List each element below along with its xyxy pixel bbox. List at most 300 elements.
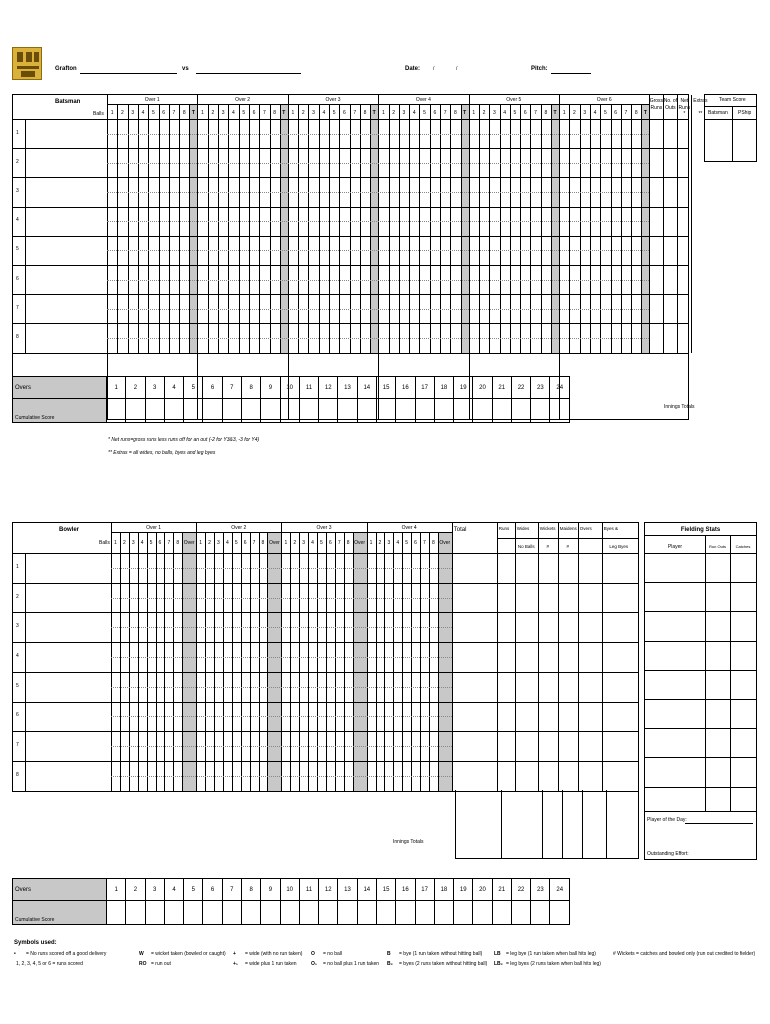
date-separator: / <box>456 66 458 72</box>
over-total-label: T <box>463 110 467 116</box>
ball-number: 1 <box>199 540 203 546</box>
ball-number: 6 <box>523 110 527 116</box>
cumulative-score-cell[interactable] <box>531 901 550 925</box>
symbol-description: = leg bye (1 run taken when ball hits leg) <box>506 951 596 957</box>
over-number-cell: 2 <box>126 879 145 901</box>
ball-number: 5 <box>320 540 323 546</box>
bowling-over-header: Over 4 <box>401 525 417 531</box>
over-total-label: T <box>191 110 195 116</box>
cumulative-score-cell[interactable] <box>319 901 338 925</box>
batting-over-header: Over 4 <box>415 97 431 103</box>
cumulative-score-cell[interactable] <box>107 901 126 925</box>
batsman-row-number: 6 <box>16 275 19 282</box>
over-total-label: T <box>372 110 376 116</box>
symbol-description: 1, 2, 3, 4, 5 or 6 = runs scored <box>16 961 83 967</box>
ball-number: 4 <box>593 110 597 116</box>
ball-number: 8 <box>261 540 265 546</box>
ball-number: 7 <box>534 110 537 116</box>
cumulative-score-cell[interactable] <box>319 399 338 423</box>
over-number-cell: 5 <box>184 879 203 901</box>
batsman-name-cell[interactable] <box>25 323 107 352</box>
bowler-row-number: 2 <box>16 593 19 600</box>
cumulative-score-cell[interactable] <box>126 901 145 925</box>
player-of-day-label: Player of the Day: <box>647 817 687 823</box>
ball-number: 1 <box>284 540 288 546</box>
bowler-name-cell[interactable] <box>25 553 111 583</box>
over-col-label: Over <box>439 540 451 546</box>
over-number-cell: 8 <box>241 377 260 399</box>
over-number-cell: 19 <box>454 879 473 901</box>
home-team-line[interactable] <box>80 73 177 74</box>
over-col-label: Over <box>354 540 366 546</box>
batting-over-header: Over 1 <box>144 97 160 103</box>
pitch-label: Pitch: <box>531 66 548 72</box>
maidens-hash: # <box>566 544 570 549</box>
over-number-cell: 6 <box>203 879 222 901</box>
cumulative-score-cell[interactable] <box>357 901 376 925</box>
no-balls-header: No Balls <box>517 544 535 549</box>
cumulative-score-cell[interactable] <box>241 901 260 925</box>
symbol-glyph: • <box>14 951 16 957</box>
over-total-label: T <box>282 110 286 116</box>
team-score-title: Team Score <box>719 97 746 103</box>
cumulative-score-cell[interactable] <box>415 901 434 925</box>
gross-runs-header: Gross Runs <box>649 98 664 111</box>
batsman-name-cell[interactable] <box>25 265 107 294</box>
symbol-legend-item <box>387 962 487 967</box>
bowling-over-header: Over 3 <box>316 525 332 531</box>
symbol-description: = bye (1 run taken without hitting ball) <box>399 951 483 957</box>
bowling-scorecard <box>12 522 639 792</box>
date-label: Date: <box>405 66 421 72</box>
ball-number: 8 <box>634 110 638 116</box>
batsman-row-number: 1 <box>16 129 19 136</box>
ball-number: 3 <box>131 540 135 546</box>
fielder-name-cell[interactable] <box>645 641 705 670</box>
fielder-name-cell[interactable] <box>645 582 705 611</box>
symbol-glyph: RO <box>139 961 147 967</box>
ball-number: 8 <box>176 540 180 546</box>
cumulative-score-cell[interactable] <box>396 901 415 925</box>
ball-number: 1 <box>369 540 373 546</box>
symbol-legend-item <box>14 962 83 967</box>
team-score-batsman: Batsman <box>708 110 728 116</box>
cumulative-score-cell[interactable] <box>203 901 222 925</box>
batsman-row-number: 5 <box>16 246 19 253</box>
cumulative-score-cell[interactable] <box>222 901 241 925</box>
batting-over-header: Over 3 <box>325 97 341 103</box>
ball-number: 2 <box>211 110 215 116</box>
batsman-row-number: 2 <box>16 158 19 165</box>
cumulative-score-cell[interactable] <box>531 399 550 423</box>
over-number-cell: 9 <box>261 377 280 399</box>
over-number-cell: 16 <box>396 377 415 399</box>
cumulative-score-cell[interactable] <box>299 399 318 423</box>
symbol-legend-item <box>233 962 297 967</box>
run-outs-header: Run Outs <box>709 544 726 549</box>
batsman-row-number: 4 <box>16 217 19 224</box>
batsman-name-cell[interactable] <box>25 119 107 148</box>
ball-number: 4 <box>396 540 400 546</box>
maidens-header: Maidens <box>559 526 577 531</box>
cumulative-score-cell[interactable] <box>145 901 164 925</box>
ball-number: 2 <box>208 540 211 546</box>
over-number-cell: 17 <box>415 879 434 901</box>
ball-number: 4 <box>311 540 314 546</box>
bowling-over-column <box>267 532 281 791</box>
cumulative-score-label: Cumulative Score <box>13 399 107 423</box>
over-total-column <box>370 104 378 353</box>
symbol-glyph: O₁ <box>311 961 317 967</box>
cumulative-score-cell[interactable] <box>184 901 203 925</box>
symbol-description: # Wickets = catches and bowled only (run out credited to fielder) <box>613 951 756 957</box>
bowler-name-cell[interactable] <box>25 612 111 642</box>
over-number-cell: 21 <box>492 879 511 901</box>
bowler-row-number: 3 <box>16 623 19 630</box>
symbol-description: = leg byes (2 runs taken when ball hits leg) <box>506 961 601 967</box>
symbol-glyph: W <box>139 951 144 957</box>
batsman-label: Batsman <box>55 99 81 105</box>
cumulative-score-cell[interactable] <box>280 901 299 925</box>
club-logo <box>12 47 42 80</box>
cumulative-score-cell[interactable] <box>203 399 222 423</box>
bowler-row-number: 1 <box>16 563 19 570</box>
symbol-legend-item <box>311 962 379 967</box>
symbol-description: = no ball plus 1 run taken <box>323 961 380 967</box>
over-total-column <box>461 104 469 353</box>
over-number-cell: 1 <box>107 879 126 901</box>
ball-number: 1 <box>110 110 114 116</box>
ball-number: 2 <box>293 540 297 546</box>
over-number-cell: 13 <box>338 879 357 901</box>
ball-number: 6 <box>328 540 332 546</box>
symbols-legend <box>14 940 764 980</box>
ball-number: 7 <box>337 540 341 546</box>
ball-number: 5 <box>242 110 246 116</box>
cumulative-score-cell[interactable] <box>454 901 473 925</box>
symbols-title: Symbols used: <box>14 940 57 946</box>
over-number-cell: 18 <box>434 879 453 901</box>
bowling-over-column <box>182 532 196 791</box>
batting-innings-totals: Innings Totals <box>664 404 695 410</box>
cumulative-score-cell[interactable] <box>434 901 453 925</box>
bowling-innings-totals: Innings Totals <box>393 839 424 845</box>
over-number-cell: 3 <box>145 879 164 901</box>
symbol-legend-item <box>494 952 596 957</box>
ball-number: 2 <box>392 110 396 116</box>
over-number-cell: 16 <box>396 879 415 901</box>
ball-number: 1 <box>381 110 385 116</box>
ball-number: 4 <box>232 110 235 116</box>
ball-number: 6 <box>252 110 256 116</box>
over-number-cell: 15 <box>376 377 395 399</box>
ball-number: 3 <box>221 110 225 116</box>
cumulative-score-cell[interactable] <box>415 399 434 423</box>
ball-number: 8 <box>273 110 277 116</box>
ball-number: 5 <box>513 110 517 116</box>
symbol-description: = wide plus 1 run taken <box>245 961 297 967</box>
bowler-row-number: 7 <box>16 742 19 749</box>
over-number-cell: 7 <box>222 879 241 901</box>
over-number-cell: 7 <box>222 377 241 399</box>
over-number-cell: 1 <box>107 377 126 399</box>
over-number-cell: 18 <box>434 377 453 399</box>
cumulative-score-cell[interactable] <box>473 399 492 423</box>
symbol-glyph: LB₂ <box>494 961 503 967</box>
over-number-cell: 23 <box>531 879 550 901</box>
ball-number: 4 <box>140 540 144 546</box>
ball-number: 6 <box>162 110 166 116</box>
bowling-over-header: Over 2 <box>231 525 247 531</box>
cumulative-score-cell[interactable] <box>454 399 473 423</box>
symbol-description: = No runs scored off a good delivery <box>26 951 107 957</box>
bowling-total-header: Total <box>453 527 467 533</box>
batsman-name-cell[interactable] <box>25 294 107 323</box>
over-number-cell: 11 <box>299 879 318 901</box>
symbol-glyph: + <box>233 951 236 957</box>
over-number-cell: 13 <box>338 377 357 399</box>
ball-number: 5 <box>151 110 155 116</box>
ball-number: 7 <box>423 540 426 546</box>
ball-number: 2 <box>573 110 576 116</box>
ball-number: 7 <box>172 110 176 116</box>
over-number-cell: 19 <box>454 377 473 399</box>
ball-number: 5 <box>332 110 336 116</box>
over-col-label: Over <box>183 540 195 546</box>
symbol-legend-item <box>233 952 302 957</box>
fielder-name-cell[interactable] <box>645 553 705 582</box>
symbol-legend-item <box>139 962 171 967</box>
over-number-cell: 10 <box>280 879 299 901</box>
ball-number: 3 <box>217 540 220 546</box>
over-number-cell: 17 <box>415 377 434 399</box>
cumulative-score-cell[interactable] <box>357 399 376 423</box>
team-score-pship: PShip <box>738 110 752 116</box>
ball-number: 5 <box>149 540 153 546</box>
cumulative-score-cell[interactable] <box>550 901 570 925</box>
cumulative-score-cell[interactable] <box>492 399 511 423</box>
symbol-glyph: B₂ <box>387 961 393 967</box>
cumulative-score-cell[interactable] <box>261 399 280 423</box>
cumulative-score-cell[interactable] <box>107 399 126 423</box>
fielder-name-cell[interactable] <box>645 757 705 786</box>
cumulative-score-cell[interactable] <box>434 399 453 423</box>
batting-overs-table <box>12 376 570 422</box>
bowler-name-cell[interactable] <box>25 702 111 732</box>
balls-label: Balls <box>93 111 104 117</box>
batsman-name-cell[interactable] <box>25 207 107 236</box>
over-number-cell: 20 <box>473 879 492 901</box>
symbol-glyph: +₁ <box>233 961 238 967</box>
symbol-description: = no ball <box>323 951 343 957</box>
cumulative-score-cell[interactable] <box>164 399 183 423</box>
bowler-name-cell[interactable] <box>25 583 111 613</box>
batting-scorecard <box>12 94 708 420</box>
over-total-column <box>551 104 559 353</box>
player-header: Player <box>667 544 683 550</box>
symbol-legend-item <box>311 952 342 957</box>
ball-number: 6 <box>614 110 618 116</box>
batsman-name-cell[interactable] <box>25 148 107 177</box>
over-total-column <box>280 104 288 353</box>
bowler-row-number: 4 <box>16 652 19 659</box>
over-number-cell: 6 <box>203 377 222 399</box>
cumulative-score-cell[interactable] <box>376 399 395 423</box>
extras-header: Extras <box>693 98 708 104</box>
over-total-column <box>189 104 197 353</box>
cumulative-score-cell[interactable] <box>396 399 415 423</box>
ball-number: 4 <box>322 110 326 116</box>
over-col-label: Over <box>268 540 280 546</box>
symbol-glyph: LB <box>494 951 501 957</box>
ball-number: 3 <box>312 110 315 116</box>
ball-number: 8 <box>363 110 367 116</box>
ball-number: 7 <box>624 110 628 116</box>
bowler-name-cell[interactable] <box>25 761 111 791</box>
symbol-legend-item <box>611 952 755 957</box>
opponent-line[interactable] <box>196 73 301 74</box>
batting-over-header: Over 5 <box>506 97 522 103</box>
leg-byes-header: Leg Byes <box>609 544 629 549</box>
ball-number: 2 <box>482 110 486 116</box>
player-of-day-line[interactable] <box>685 823 753 824</box>
symbol-glyph: B <box>387 951 391 957</box>
cumulative-score-cell[interactable] <box>550 399 570 423</box>
cumulative-score-cell[interactable] <box>511 901 530 925</box>
wickets-header: Wickets <box>539 526 556 531</box>
over-number-cell: 9 <box>261 879 280 901</box>
ball-number: 2 <box>301 110 305 116</box>
cumulative-score-cell[interactable] <box>164 901 183 925</box>
fielder-name-cell[interactable] <box>645 699 705 728</box>
overs-header: Overs <box>579 526 592 531</box>
ball-number: 6 <box>433 110 437 116</box>
cumulative-score-cell[interactable] <box>492 901 511 925</box>
bowler-row-number: 8 <box>16 771 19 778</box>
fielder-name-cell[interactable] <box>645 670 705 699</box>
ball-number: 4 <box>141 110 145 116</box>
cumulative-score-cell[interactable] <box>473 901 492 925</box>
over-number-cell: 22 <box>511 377 530 399</box>
ball-number: 2 <box>378 540 382 546</box>
cumulative-score-cell[interactable] <box>145 399 164 423</box>
over-number-cell: 3 <box>145 377 164 399</box>
runs-header: Runs <box>498 526 510 531</box>
cumulative-score-cell[interactable] <box>338 399 357 423</box>
cumulative-score-cell[interactable] <box>222 399 241 423</box>
cumulative-score-label: Cumulative Score <box>13 901 107 925</box>
pitch-line[interactable] <box>551 73 591 74</box>
cumulative-score-cell[interactable] <box>299 901 318 925</box>
fielding-stats-title: Fielding Stats <box>680 527 721 533</box>
ball-number: 1 <box>114 540 117 546</box>
ball-number: 8 <box>346 540 350 546</box>
over-number-cell: 21 <box>492 377 511 399</box>
symbol-legend-item <box>387 952 482 957</box>
over-number-cell: 14 <box>357 377 376 399</box>
cumulative-score-cell[interactable] <box>261 901 280 925</box>
ball-number: 7 <box>252 540 256 546</box>
cumulative-score-cell[interactable] <box>241 399 260 423</box>
bowling-overs-table <box>12 878 570 924</box>
over-total-label: T <box>553 110 557 116</box>
bowler-name-cell[interactable] <box>25 642 111 672</box>
ball-number: 8 <box>431 540 435 546</box>
byes-header: Byes & <box>603 526 619 531</box>
ball-number: 5 <box>603 110 607 116</box>
fielder-name-cell[interactable] <box>645 611 705 640</box>
batsman-name-cell[interactable] <box>25 177 107 206</box>
symbol-description: = run out <box>151 961 171 967</box>
no-of-outs-header: No. of Outs <box>663 98 678 111</box>
team-score-box <box>704 94 757 162</box>
ball-number: 3 <box>131 110 135 116</box>
over-number-cell: 4 <box>164 377 183 399</box>
batsman-row-number: 7 <box>16 304 19 311</box>
bowling-over-header: Over 1 <box>146 525 162 531</box>
over-number-cell: 14 <box>357 879 376 901</box>
bowling-over-column <box>353 532 367 791</box>
home-team-name: Grafton <box>55 66 77 72</box>
over-total-column <box>641 104 649 353</box>
bowler-name-cell[interactable] <box>25 672 111 702</box>
cumulative-score-cell[interactable] <box>511 399 530 423</box>
balls-label: Balls <box>99 540 110 546</box>
ball-number: 6 <box>158 540 162 546</box>
cumulative-score-cell[interactable] <box>338 901 357 925</box>
over-number-cell: 15 <box>376 879 395 901</box>
ball-number: 1 <box>562 110 566 116</box>
bowler-name-cell[interactable] <box>25 731 111 761</box>
fielder-name-cell[interactable] <box>645 728 705 757</box>
over-number-cell: 8 <box>241 879 260 901</box>
over-number-cell: 5 <box>184 377 203 399</box>
over-number-cell: 24 <box>550 879 570 901</box>
ball-number: 4 <box>503 110 507 116</box>
overs-label: Overs <box>13 377 107 399</box>
over-number-cell: 22 <box>511 879 530 901</box>
symbol-description: = byes (2 runs taken without hitting ball) <box>399 961 488 967</box>
bowler-label: Bowler <box>59 527 80 533</box>
ball-number: 6 <box>243 540 247 546</box>
symbol-description: = wicket taken (bowled or caught) <box>151 951 226 957</box>
net-runs-star: * <box>683 111 686 117</box>
over-number-cell: 24 <box>550 377 570 399</box>
fielding-stats-box <box>644 522 757 860</box>
note-net-runs: * Net runs=gross runs less runs off for an out (-2 for Y3&3, -3 for Y4) <box>108 437 260 443</box>
ball-number: 1 <box>201 110 204 116</box>
batting-over-header: Over 2 <box>235 97 251 103</box>
ball-number: 2 <box>122 540 126 546</box>
ball-number: 4 <box>225 540 229 546</box>
note-extras: ** Extras = all wides, no balls, byes and leg byes <box>108 450 216 456</box>
outstanding-effort-label: Outstanding Effort: <box>647 851 689 857</box>
cumulative-score-cell[interactable] <box>280 399 299 423</box>
ball-number: 3 <box>402 110 406 116</box>
cumulative-score-cell[interactable] <box>184 399 203 423</box>
cumulative-score-cell[interactable] <box>126 399 145 423</box>
cumulative-score-cell[interactable] <box>376 901 395 925</box>
date-separator: / <box>433 66 435 72</box>
symbol-glyph: O <box>311 951 315 957</box>
bowler-row-number: 6 <box>16 712 19 719</box>
catches-header: Catches <box>735 544 751 549</box>
ball-number: 5 <box>234 540 238 546</box>
ball-number: 4 <box>412 110 416 116</box>
batsman-name-cell[interactable] <box>25 236 107 265</box>
batsman-row-number: 3 <box>16 188 19 194</box>
symbol-legend-item <box>14 952 106 957</box>
